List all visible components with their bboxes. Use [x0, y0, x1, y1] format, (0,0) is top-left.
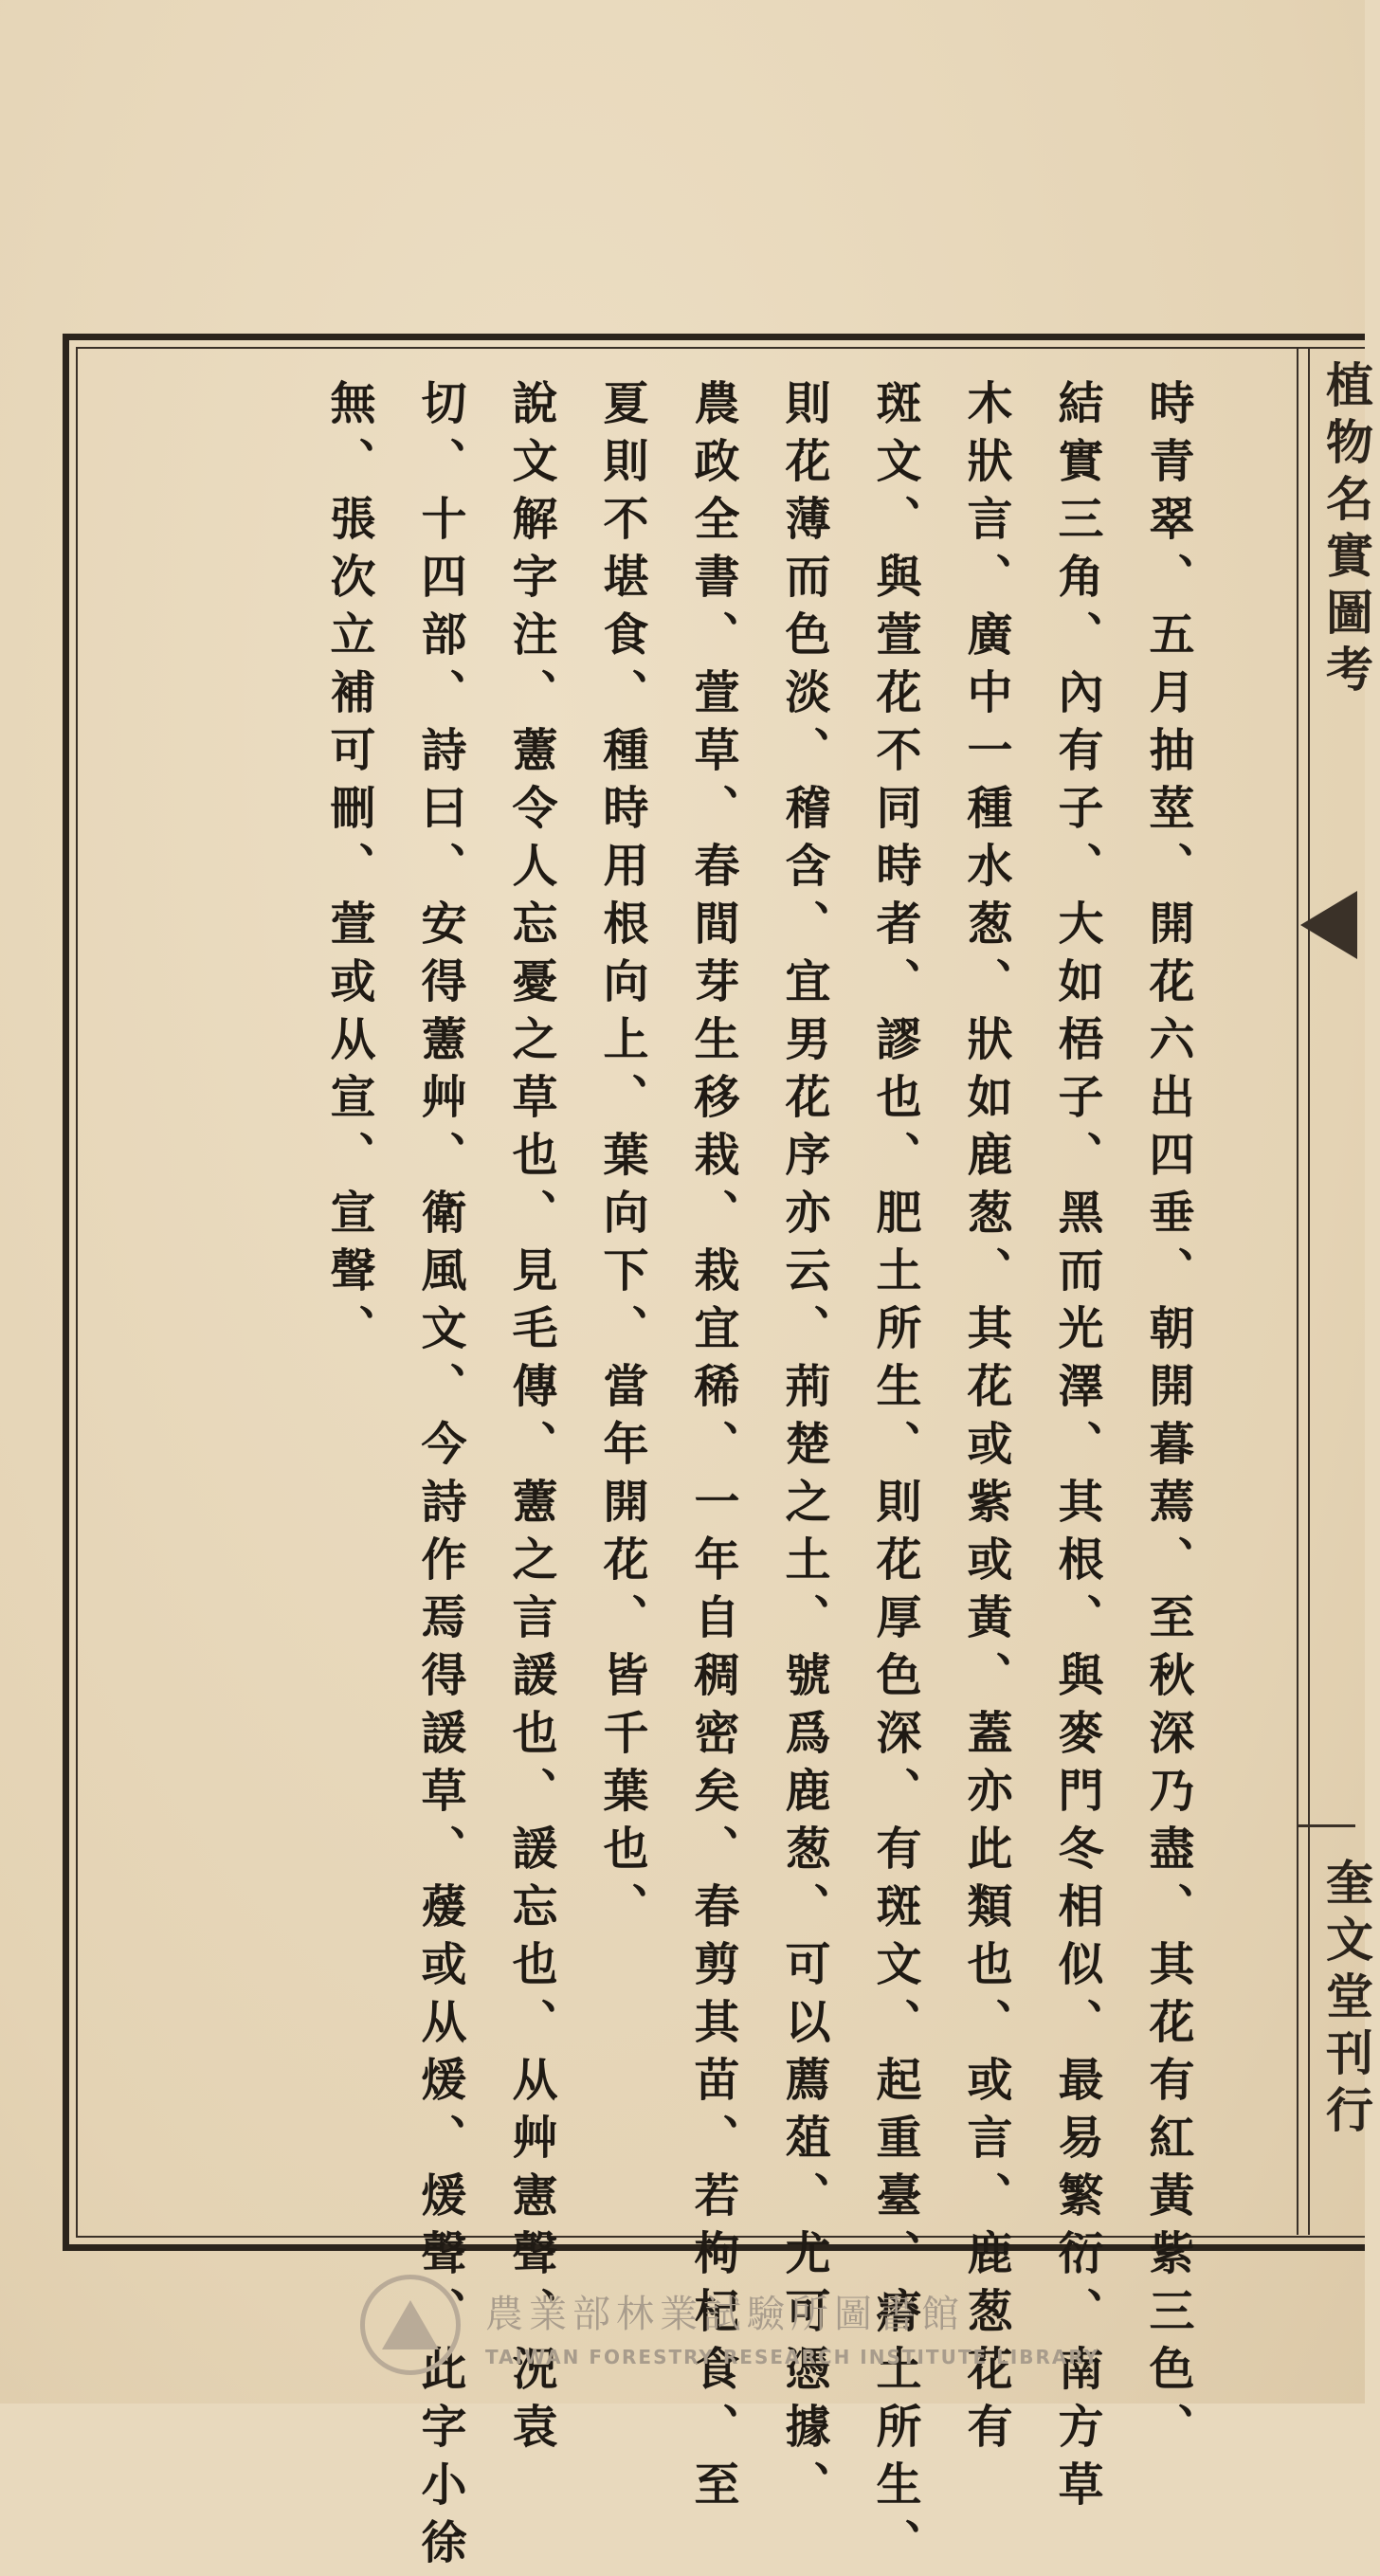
text-column: 夏則不堪食、種時用根向上、葉向下、當年開花、皆千葉也、 — [595, 379, 648, 1940]
library-name-english: TAIWAN FORESTRY RESEARCH INSTITUTE LIBRARY — [485, 2346, 1100, 2368]
seal-triangle-icon — [382, 2300, 439, 2349]
band-divider — [1298, 1824, 1355, 1827]
text-column: 農政全書、萱草、春間芽生移栽、栽宜稀、一年自稠密矣、春剪其苗、若枸杞食、至 — [686, 379, 739, 2518]
text-column: 無、張次立補可刪、萱或从宣、宣聲、 — [322, 379, 375, 1362]
book-title: 植物名實圖考 — [1318, 360, 1374, 701]
library-seal-icon — [360, 2275, 461, 2375]
publisher-label: 奎文堂刊行 — [1318, 1858, 1374, 2142]
text-column: 時青翠、五月抽莖、開花六出四垂、朝開暮蔫、至秋深乃盡、其花有紅黃紫三色、 — [1141, 379, 1194, 2460]
text-column: 木狀言、廣中一種水葱、狀如鹿葱、其花或紫或黃、蓋亦此類也、或言、鹿葱花有 — [959, 379, 1012, 2460]
text-column: 則花薄而色淡、稽含、宜男花序亦云、荊楚之土、號爲鹿葱、可以薦葅、尤可憑據、 — [777, 379, 830, 2518]
text-column: 說文解字注、藼令人忘憂之草也、見毛傳、藼之言諼也、諼忘也、从艸憲聲、況袁 — [504, 379, 557, 2460]
fishtail-mark — [1300, 891, 1357, 959]
center-band-rule-left — [1297, 349, 1298, 2235]
text-column: 結實三角、內有子、大如梧子、黑而光澤、其根、與麥門冬相似、最易繁衍、南方草 — [1050, 379, 1103, 2518]
text-column: 切、十四部、詩曰、安得藼艸、衛風文、今詩作焉得諼草、蕿或从煖、煖聲、此字小徐 — [413, 379, 466, 2576]
center-band-rule-right — [1308, 349, 1310, 2235]
library-name-chinese: 農業部林業試驗所圖書館 — [485, 2293, 965, 2336]
text-column: 斑文、與萱花不同時者、謬也、肥土所生、則花厚色深、有斑文、起重臺、瘠土所生、 — [868, 379, 921, 2576]
